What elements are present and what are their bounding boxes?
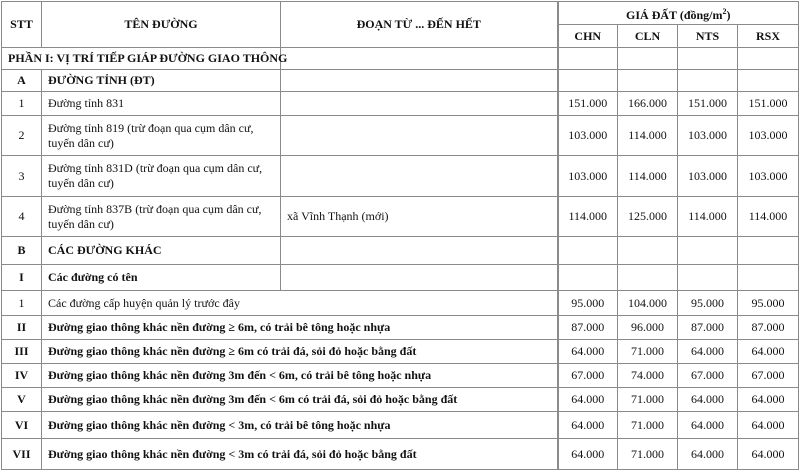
price-cln: 125.000 [618,197,678,237]
price-nts: 103.000 [678,156,738,197]
row-segment: xã Vĩnh Thạnh (mới) [281,197,558,237]
land-price-table [1,1,799,470]
row-name: Đường giao thông khác nền đường ≥ 6m, có trải bê tông hoặc nhựa [42,316,558,340]
price-chn: 103.000 [558,156,618,197]
row-name: Đường tỉnh 837B (trừ đoạn qua cụm dân cư, tuyến dân cư) [42,197,281,237]
row-stt: V [2,388,42,412]
header-chn: CHN [558,25,618,48]
price-cln: 104.000 [618,291,678,316]
row-name: Đường giao thông khác nền đường 3m đến < 6m có trải đá, sỏi đỏ hoặc bằng đất [42,388,558,412]
price-chn: 95.000 [558,291,618,316]
table-row [2,291,799,316]
header-gia-dat: GIÁ ĐẤT $(đồng/m^2)$ [558,2,799,25]
header-rsx: RSX [738,25,799,48]
price-nts: 151.000 [678,92,738,116]
price-nts: 95.000 [678,291,738,316]
price-cln: 166.000 [618,92,678,116]
price-cln: 71.000 [618,340,678,364]
price-cln: 114.000 [618,116,678,156]
row-stt: 1 [2,92,42,116]
price-cln: 74.000 [618,364,678,388]
price-cln: 114.000 [618,156,678,197]
price-nts: 64.000 [678,439,738,470]
row-name: Đường tỉnh 819 (trừ đoạn qua cụm dân cư, tuyến dân cư) [42,116,281,156]
price-chn: 87.000 [558,316,618,340]
table-row [2,364,799,388]
row-name: Đường giao thông khác nền đường < 3m có trải đá, sỏi đỏ hoặc bằng đất [42,439,558,470]
subgroup-title: Các đường có tên [42,265,281,291]
price-rsx: 95.000 [738,291,799,316]
subgroup-stt: I [2,265,42,291]
row-stt: IV [2,364,42,388]
price-chn: 67.000 [558,364,618,388]
subgroup-row-i [2,265,799,291]
price-chn: 103.000 [558,116,618,156]
price-chn: 151.000 [558,92,618,116]
row-stt: VII [2,439,42,470]
row-stt: VI [2,412,42,439]
header-row-1 [2,2,799,25]
price-chn: 114.000 [558,197,618,237]
header-ten-duong: TÊN ĐƯỜNG [42,2,281,48]
price-nts: 64.000 [678,340,738,364]
price-rsx: 103.000 [738,116,799,156]
price-nts: 103.000 [678,116,738,156]
header-cln: CLN [618,25,678,48]
price-rsx: 67.000 [738,364,799,388]
row-stt: III [2,340,42,364]
section-title: PHẦN I: VỊ TRÍ TIẾP GIÁP ĐƯỜNG GIAO THÔNG [2,48,281,70]
group-stt: A [2,70,42,92]
price-nts: 67.000 [678,364,738,388]
row-stt: 2 [2,116,42,156]
row-segment [281,92,558,116]
price-cln: 71.000 [618,439,678,470]
row-name: Đường giao thông khác nền đường < 3m, có trải bê tông hoặc nhựa [42,412,558,439]
table-row [2,439,799,470]
header-nts: NTS [678,25,738,48]
group-row-a [2,70,799,92]
row-name: Đường giao thông khác nền đường 3m đến < 6m, có trải bê tông hoặc nhựa [42,364,558,388]
group-title: ĐƯỜNG TỈNH (ĐT) [42,70,281,92]
group-title: CÁC ĐƯỜNG KHÁC [42,237,281,265]
row-name: Đường tỉnh 831 [42,92,281,116]
price-cln: 96.000 [618,316,678,340]
price-rsx: 151.000 [738,92,799,116]
section-row [2,48,799,70]
price-rsx: 64.000 [738,412,799,439]
row-name: Đường tỉnh 831D (trừ đoạn qua cụm dân cư, tuyến dân cư) [42,156,281,197]
price-nts: 64.000 [678,388,738,412]
row-segment [281,116,558,156]
price-chn: 64.000 [558,439,618,470]
table-row [2,412,799,439]
table-row [2,92,799,116]
row-name: Đường giao thông khác nền đường ≥ 6m có trải đá, sỏi đỏ hoặc bằng đất [42,340,558,364]
price-chn: 64.000 [558,388,618,412]
row-stt: II [2,316,42,340]
row-segment [281,156,558,197]
price-cln: 71.000 [618,388,678,412]
table-row [2,340,799,364]
group-row-b [2,237,799,265]
table-row [2,116,799,156]
price-chn: 64.000 [558,412,618,439]
row-stt: 1 [2,291,42,316]
header-doan-tu: ĐOẠN TỪ ... ĐẾN HẾT [281,2,558,48]
table-row [2,388,799,412]
price-nts: 87.000 [678,316,738,340]
row-stt: 4 [2,197,42,237]
price-cln: 71.000 [618,412,678,439]
price-rsx: 103.000 [738,156,799,197]
row-name: Các đường cấp huyện quản lý trước đây [42,291,558,316]
price-rsx: 64.000 [738,439,799,470]
table-row [2,156,799,197]
price-rsx: 87.000 [738,316,799,340]
price-nts: 64.000 [678,412,738,439]
row-stt: 3 [2,156,42,197]
table-row [2,316,799,340]
group-stt: B [2,237,42,265]
price-rsx: 64.000 [738,340,799,364]
table-row [2,197,799,237]
price-rsx: 64.000 [738,388,799,412]
price-chn: 64.000 [558,340,618,364]
header-stt: STT [2,2,42,48]
price-nts: 114.000 [678,197,738,237]
price-rsx: 114.000 [738,197,799,237]
